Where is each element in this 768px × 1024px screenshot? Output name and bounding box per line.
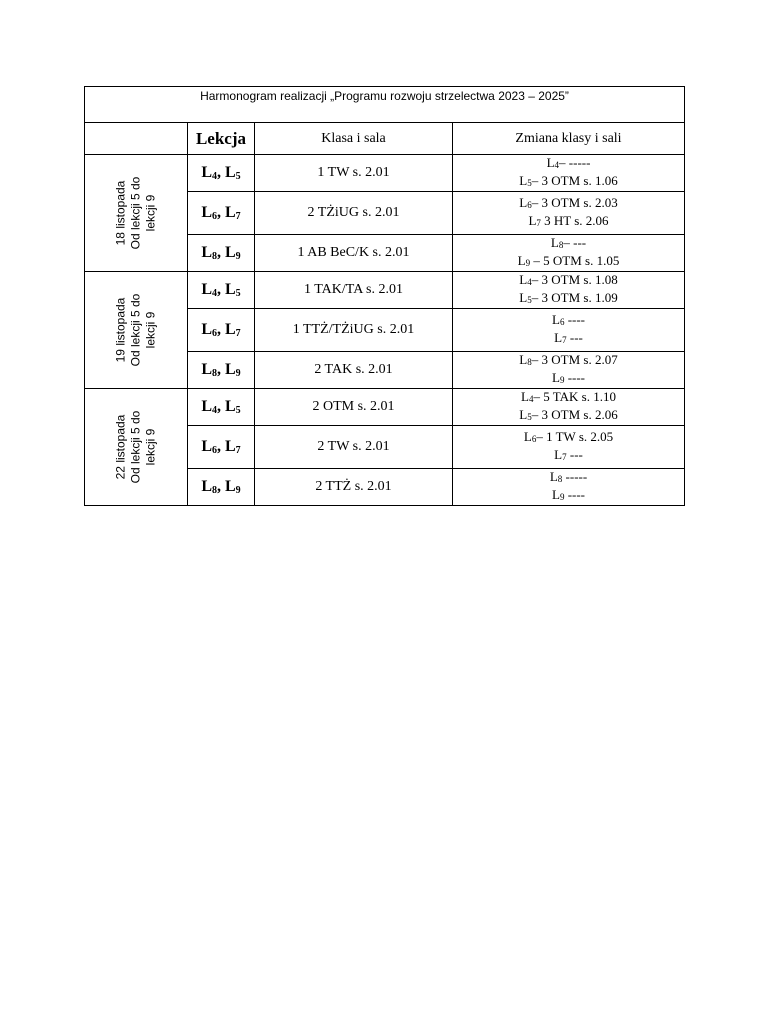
lesson-cell: $L_4$, $L_5$	[188, 389, 255, 426]
change-line: $L_5-$ 3 OTM s. 1.06	[519, 173, 618, 188]
date-line: lekcji 9	[143, 428, 158, 466]
table-row	[85, 389, 685, 426]
change-cell	[453, 309, 685, 352]
change-line: $L_6-$ 3 OTM s. 2.03	[519, 195, 618, 210]
change-line: $L_9$ ----	[551, 370, 586, 385]
header-klasa: Klasa i sala	[255, 123, 453, 155]
change-line: $L_6-$ 1 TW s. 2.05	[523, 429, 614, 444]
date-line: 18 listopada	[113, 180, 128, 246]
change-line: $L_8-$ ---	[550, 235, 587, 250]
lesson-cell: $L_8$, $L_9$	[188, 352, 255, 389]
change-cell	[453, 469, 685, 506]
table-row	[85, 155, 685, 192]
class-room-cell: 2 TTŻ s. 2.01	[255, 469, 453, 506]
class-room-cell: 2 TAK s. 2.01	[255, 352, 453, 389]
change-line: $L_9 - 5$ OTM s. 1.05	[517, 253, 620, 268]
lesson-cell: $L_4$, $L_5$	[188, 155, 255, 192]
class-room-cell: 1 AB BeC/K s. 2.01	[255, 235, 453, 272]
change-cell	[453, 389, 685, 426]
change-line: $L_7$ ---	[554, 330, 583, 345]
class-room-cell: 2 TW s. 2.01	[255, 426, 453, 469]
date-cell	[85, 389, 188, 506]
date-line: 19 listopada	[113, 297, 128, 363]
change-line: $L_4-$ 3 OTM s. 1.08	[519, 272, 618, 287]
change-cell	[453, 426, 685, 469]
change-cell	[453, 155, 685, 192]
date-label	[114, 411, 159, 484]
change-cell	[453, 352, 685, 389]
date-line: Od lekcji 5 do	[128, 293, 143, 367]
date-line: lekcji 9	[143, 194, 158, 232]
class-room-cell: 1 TW s. 2.01	[255, 155, 453, 192]
class-room-cell: 1 TTŻ/TŻiUG s. 2.01	[255, 309, 453, 352]
change-line: $L_5-$ 3 OTM s. 2.06	[519, 407, 618, 422]
date-line: Od lekcji 5 do	[128, 410, 143, 484]
table-title: Harmonogram realizacji „Programu rozwoju strzelectwa 2023 – 2025”	[85, 87, 685, 123]
schedule-body	[85, 155, 685, 506]
schedule-table	[84, 86, 685, 506]
date-label	[114, 177, 159, 250]
date-line: Od lekcji 5 do	[128, 176, 143, 250]
lesson-cell: $L_8$, $L_9$	[188, 235, 255, 272]
change-line: $L_4-$ 5 TAK s. 1.10	[521, 389, 616, 404]
header-zmiana: Zmiana klasy i sali	[453, 123, 685, 155]
date-cell	[85, 272, 188, 389]
change-line: $L_5-$ 3 OTM s. 1.09	[519, 290, 618, 305]
change-line: $L_7$ ---	[554, 447, 583, 462]
class-room-cell: 1 TAK/TA s. 2.01	[255, 272, 453, 309]
change-line: $L_8-$ 3 OTM s. 2.07	[519, 352, 618, 367]
lesson-cell: $L_4$, $L_5$	[188, 272, 255, 309]
lesson-cell: $L_8$, $L_9$	[188, 469, 255, 506]
date-cell	[85, 155, 188, 272]
header-lekcja: Lekcja	[188, 123, 255, 155]
date-line: 22 listopada	[113, 414, 128, 480]
lesson-cell: $L_6$, $L_7$	[188, 426, 255, 469]
change-cell	[453, 272, 685, 309]
change-cell	[453, 192, 685, 235]
change-line: $L_7$ 3 HT s. 2.06	[528, 213, 609, 228]
class-room-cell: 2 OTM s. 2.01	[255, 389, 453, 426]
date-line: lekcji 9	[143, 311, 158, 349]
empty-header-cell	[85, 123, 188, 155]
table-row	[85, 272, 685, 309]
change-line: $L_8$ -----	[549, 469, 588, 484]
lesson-cell: $L_6$, $L_7$	[188, 192, 255, 235]
change-cell	[453, 235, 685, 272]
change-line: $L_4-$ -----	[546, 155, 591, 170]
date-label	[114, 294, 159, 367]
class-room-cell: 2 TŻiUG s. 2.01	[255, 192, 453, 235]
lesson-cell: $L_6$, $L_7$	[188, 309, 255, 352]
change-line: $L_6$ ----	[551, 312, 586, 327]
change-line: $L_9$ ----	[551, 487, 586, 502]
